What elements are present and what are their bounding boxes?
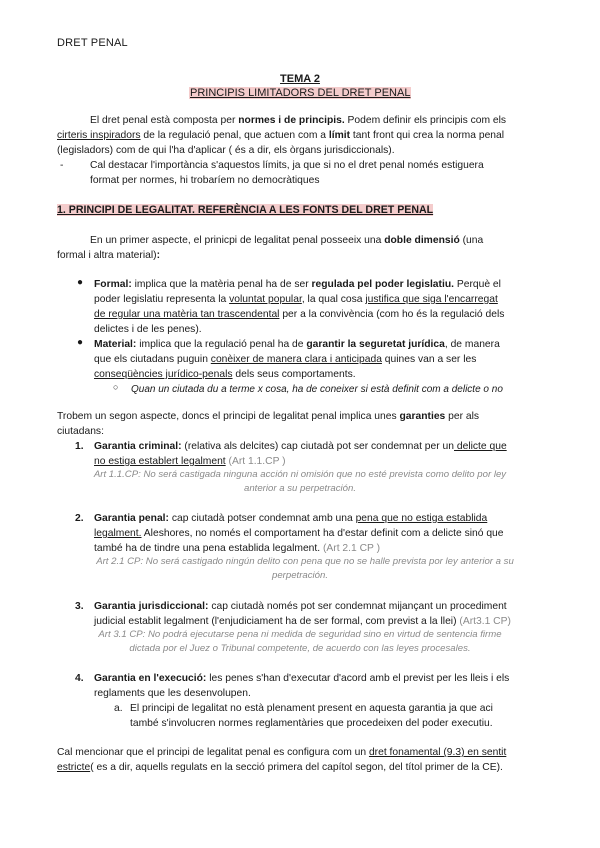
formal-line-2: poder legislatiu representa la voluntat popular, la qual cosa justifica que siga l'encarregat [94,294,498,305]
document-header: DRET PENAL [57,37,128,49]
g1-line-1: Garantia criminal: (relativa als delcites) cap ciutadà pot ser condemnat per un delicte que [94,441,507,452]
g2-citation-2: perpetración. [272,570,328,581]
aspect1-line-1: En un primer aspecte, el prinicpi de legalitat penal posseeix una doble dimensió (una [90,235,484,246]
g3-line-1: Garantia jurisdiccional: cap ciutadà només pot ser condemnat mijançant un procediment [94,601,507,612]
intro-line-2: cirteris inspiradors de la regulació penal, que actuen com a límit tant front qui crea la norma penal [57,130,505,141]
g3-number: 3. [75,601,84,612]
bullet-icon: ● [77,337,84,348]
g4-sub-line-1: El principi de legalitat no està plenament present en aquesta garantia ja que aci [130,703,493,714]
g2-number: 2. [75,513,84,524]
g4-sub-letter: a. [114,703,123,714]
intro-line-1: El dret penal està composta per normes i de principis. Podem definir els principis com els [90,115,507,126]
g2-citation-1: Art 2.1 CP: No será castigado ningún delito con pena que no se halle prevista por ley anterior a su [96,556,514,567]
intro-dash-line-2: format per normes, hi trobaríem no democràtiques [90,175,320,186]
closing-line-2: estricte( es a dir, aquells regulats en la secció primera del capítol segon, del títol primer de la CE). [57,762,503,773]
closing-line-1: Cal mencionar que el principi de legalitat penal es configura com un dret fonamental (9.3) en sentit [57,747,507,758]
g4-line-2: reglaments que les desenvolupen. [94,688,251,699]
formal-line-1: Formal: implica que la matèria penal ha de ser regulada pel poder legislatiu. Perquè el [94,279,501,290]
aspect1-line-2: formal i altra material): [57,250,160,261]
formal-line-3: de regular una matèria tan trascendental per a la convivència (com ho és la regulació dels [94,309,505,320]
circle-bullet-icon: ○ [113,382,119,392]
g1-line-2: no estiga establert legalment (Art 1.1.CP ) [94,456,286,467]
material-line-3: conseqüències jurídico-penals dels seus comportaments. [94,369,356,380]
material-line-2: que els ciutadans puguin conèixer de manera clara i anticipada quines van a ser les [94,354,477,365]
g3-citation-1: Art 3.1 CP: No podrá ejecutarse pena ni medida de seguridad sino en virtud de sentencia firme [98,629,502,640]
formal-line-4: delictes i de les penes). [94,324,202,335]
g2-line-1: Garantia penal: cap ciutadà potser condemnat amb una pena que no estiga establida [94,513,488,524]
dash-marker: - [60,160,64,171]
g1-citation-2: anterior a su perpetración. [244,483,356,494]
g4-line-1: Garantia en l'execució: les penes s'han d'executar d'acord amb el previst per les lleis i els [94,673,510,684]
section-heading: 1. PRINCIPI DE LEGALITAT. REFERÈNCIA A LES FONTS DEL DRET PENAL [57,204,434,216]
intro-dash-line-1: Cal destacar l'importància s'aquestos límits, ja que si no el dret penal només estiguera [90,160,484,171]
bullet-icon: ● [77,277,84,288]
intro-line-3: (legisladors) com de qui l'ha d'aplicar ( és a dir, els òrgans jurisdiccionals). [57,145,395,156]
g4-sub-line-2: també s'involucren normes reglamentàries que procedeixen del poder executiu. [130,718,493,729]
g4-number: 4. [75,673,84,684]
g2-line-2: legalment. Aleshores, no només el comportament ha d'estar definit com a delicte sinó que [94,528,504,539]
g1-number: 1. [75,441,84,452]
g3-line-2: judicial establit legalment (l'enjudiciament ha de ser formal, com previst a la llei) (Art3.1 CP) [94,616,511,627]
topic-subtitle: PRINCIPIS LIMITADORS DEL DRET PENAL [190,87,411,99]
material-line-1: Material: implica que la regulació penal ha de garantir la seguretat jurídica, de manera [94,339,500,350]
g1-citation-1: Art 1.1.CP: No será castigada ninguna acción ni omisión que no esté prevista como delito por ley [93,469,507,480]
g3-citation-2: dictada por el Juez o Tribunal competente, de acuerdo con las leyes procesales. [129,643,471,654]
g2-line-3: també ha de tindre una pena establida legalment. (Art 2.1 CP ) [94,543,381,554]
aspect2-line-2: ciutadans: [57,426,104,437]
topic-title: TEMA 2 [280,73,320,85]
aspect2-line-1: Trobem un segon aspecte, doncs el principi de legalitat penal implica unes garanties per als [57,411,480,422]
material-subpoint: Quan un ciutada du a terme x cosa, ha de coneixer si està definit com a delicte o no [131,384,503,395]
